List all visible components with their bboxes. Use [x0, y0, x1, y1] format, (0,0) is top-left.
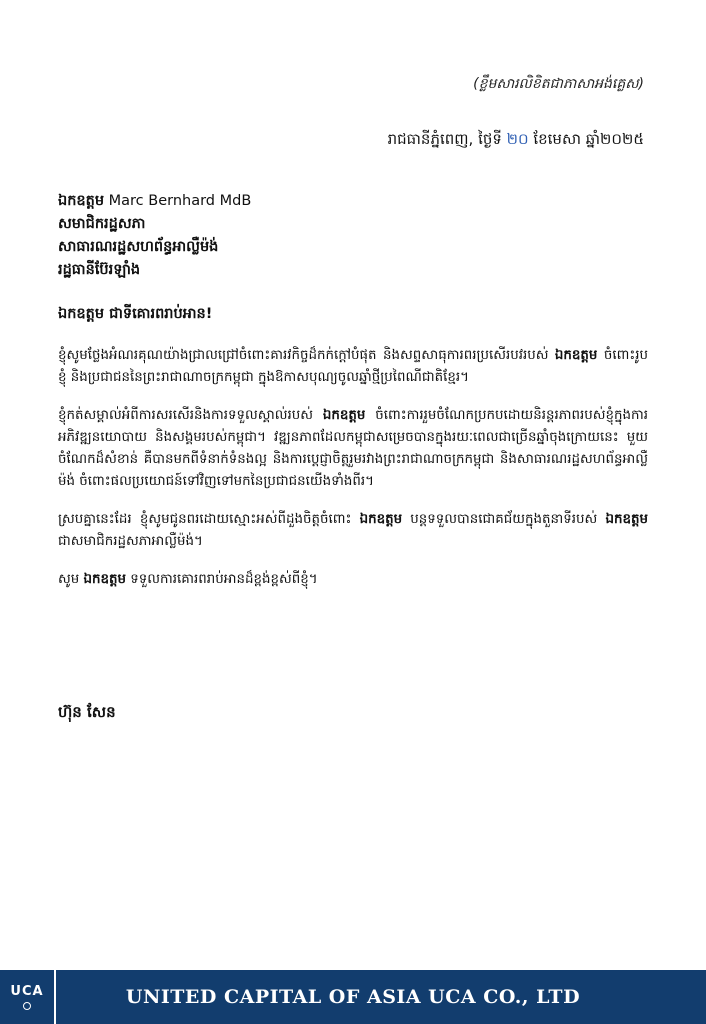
company-name: UNITED CAPITAL OF ASIA UCA CO., LTD	[125, 986, 581, 1008]
p1-text-c: ចំពោះរូបខ្ញុំ និងប្រជាជននៃព្រះរាជាណាចក្រកម្ពុជា ក្នុងឱកាសបុណ្យចូលឆ្នាំថ្មីប្រពៃណីជាតិខ្មែរ។	[58, 348, 648, 385]
date-suffix: ខែមេសា ឆ្នាំ២០២៥	[528, 130, 644, 148]
p2-text-a: ខ្ញុំកត់សម្គាល់អំពីការសរសើរនិងការទទួលស្គាល់របស់	[58, 408, 323, 423]
p1-title: ឯកឧត្តម	[554, 348, 598, 363]
translation-note: (ខ្លឹមសារលិខិតជាភាសាអង់គ្លេស)	[473, 76, 644, 92]
paragraph-1	[58, 345, 648, 389]
recipient-name-line	[58, 190, 251, 213]
paragraph-4	[58, 569, 648, 591]
p3-text-a: ស្របគ្នានេះដែរ ខ្ញុំសូមជូនពរដោយស្មោះអស់ពីដួងចិត្តចំពោះ	[58, 512, 360, 527]
recipient-block	[58, 190, 251, 282]
signature-name: ហ៊ុន សែន	[58, 703, 116, 721]
date-line	[388, 130, 644, 152]
p3-text-c: បន្តទទួលបានជោគជ័យក្នុងតួនាទីរបស់	[402, 512, 606, 527]
company-logo	[0, 970, 56, 1024]
paragraph-3	[58, 509, 648, 553]
p4-title: ឯកឧត្តម	[83, 572, 127, 587]
recipient-position: សមាជិករដ្ឋសភា	[58, 216, 146, 232]
footer-band	[0, 970, 706, 1024]
p3-title-1: ឯកឧត្តម	[359, 512, 403, 527]
p2-text-c: ចំពោះការរួមចំណែកប្រកបដោយនិរន្តរភាពរបស់ខ្ញុំក្នុងការអភិវឌ្ឍនយោបាយ និងសង្គមរបស់កម្ពុជា។ វឌ្ឍនភាពដែលកម្ពុជាសម្រេចបានក្នុងរយៈពេលជាច្រើនឆ្នាំចុងក្រោយនេះ មួយចំណែកដ៏សំខាន់ គឺបានមកពីទំនាក់ទំនងល្អ និងការប្តេជ្ញាចិត្តរួមរវាងព្រះរាជាណាចក្រកម្ពុជា និងសាធារណរដ្ឋសហព័ន្ធអាល្លឺម៉ង់ ចំពោះផលប្រយោជន៍ទៅវិញទៅមកនៃប្រជាជនយើងទាំងពីរ។	[58, 408, 648, 489]
p2-title: ឯកឧត្តម	[322, 408, 366, 423]
p4-text-c: ទទួលការគោរពរាប់អានដ៏ខ្ពង់ខ្ពស់ពីខ្ញុំ។	[126, 572, 318, 587]
recipient-city: រដ្ឋធានីប៊ែរឡាំង	[58, 262, 141, 278]
logo-text: UCA	[10, 983, 44, 999]
p3-text-e: ជាសមាជិករដ្ឋសភាអាល្លឺម៉ង់។	[58, 534, 203, 549]
recipient-name: Marc Bernhard MdB	[104, 193, 252, 209]
letter-page	[58, 0, 650, 960]
p1-text-a: ខ្ញុំសូមថ្លែងអំណរគុណយ៉ាងជ្រាលជ្រៅចំពោះគារវកិច្ចដ៏កក់ក្តៅបំផុត និងសព្ទសាធុការពរប្រសើរបវរបស់	[58, 348, 555, 363]
date-prefix: រាជធានីភ្នំពេញ, ថ្ងៃទី	[387, 130, 507, 148]
logo-circle-icon	[23, 1002, 31, 1010]
date-day: ២០	[506, 130, 529, 148]
recipient-country: សាធារណរដ្ឋសហព័ន្ធអាល្លឺម៉ង់	[58, 239, 219, 255]
recipient-title: ឯកឧត្តម	[58, 193, 105, 209]
p4-text-a: សូម	[58, 572, 84, 587]
letter-body	[58, 345, 648, 607]
salutation: ឯកឧត្តម ជាទីគោរពរាប់អាន!	[58, 306, 213, 322]
paragraph-2	[58, 405, 648, 493]
p3-title-2: ឯកឧត្តម	[605, 512, 649, 527]
